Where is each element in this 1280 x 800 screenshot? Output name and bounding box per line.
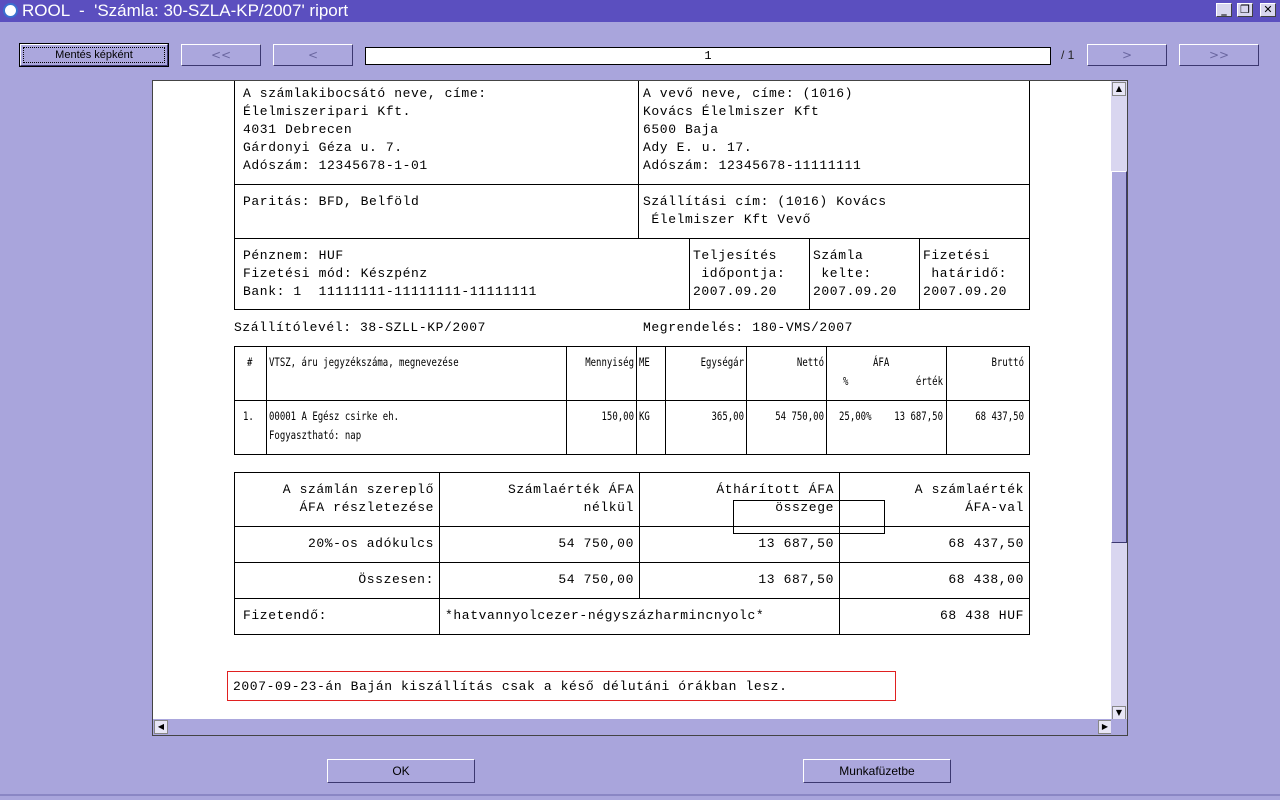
summary-rate-vat: 13 687,50 bbox=[758, 536, 834, 551]
summary-rate-gross: 68 437,50 bbox=[948, 536, 1024, 551]
item-vat-pct: 25,00% bbox=[839, 411, 872, 424]
seller-name: Élelmiszeripari Kft. bbox=[243, 104, 412, 119]
scrollbar-corner bbox=[1111, 719, 1127, 735]
page-number-input[interactable]: 1 bbox=[365, 47, 1051, 65]
item-gross: 68 437,50 bbox=[975, 411, 1024, 424]
completion-label-1: Teljesítés bbox=[693, 248, 778, 263]
seller-label: A számlakibocsátó neve, címe: bbox=[243, 86, 487, 101]
col-no-header: # bbox=[247, 357, 253, 370]
col-vat-pct-header: % bbox=[843, 376, 849, 389]
vertical-scroll-thumb[interactable] bbox=[1111, 171, 1127, 543]
item-vat-amount: 13 687,50 bbox=[894, 411, 943, 424]
summary-rate-label: 20%-os adókulcs bbox=[307, 536, 434, 551]
buyer-tax-id: Adószám: 12345678-11111111 bbox=[643, 158, 862, 173]
summary-h1-line2: ÁFA részletezése bbox=[299, 500, 434, 515]
payment-method-text: Fizetési mód: Készpénz bbox=[243, 266, 428, 281]
completion-date: 2007.09.20 bbox=[693, 284, 778, 299]
summary-total-net: 54 750,00 bbox=[558, 572, 634, 587]
item-unit: KG bbox=[639, 411, 650, 424]
page-total: / 1 bbox=[1061, 48, 1075, 62]
payable-in-words: *hatvannyolcezer-négyszázharmincnyolc* bbox=[445, 608, 765, 623]
seller-street: Gárdonyi Géza u. 7. bbox=[243, 140, 403, 155]
summary-total-gross: 68 438,00 bbox=[948, 572, 1024, 587]
payable-amount: 68 438 HUF bbox=[939, 608, 1024, 623]
col-unit-header: ME bbox=[639, 357, 650, 370]
last-page-button[interactable]: >> bbox=[1179, 44, 1259, 66]
issue-label-1: Számla bbox=[813, 248, 864, 263]
workbook-button[interactable]: Munkafüzetbe bbox=[803, 759, 951, 783]
minimize-button[interactable]: _ bbox=[1216, 3, 1232, 17]
bottom-divider bbox=[0, 794, 1280, 796]
payable-label: Fizetendő: bbox=[243, 608, 328, 623]
buyer-city: 6500 Baja bbox=[643, 122, 719, 137]
completion-label-2: időpontja: bbox=[693, 266, 786, 281]
bank-account-text: Bank: 1 11111111-11111111-11111111 bbox=[243, 284, 538, 299]
parity-text: Paritás: BFD, Belföld bbox=[243, 194, 420, 209]
summary-total-vat: 13 687,50 bbox=[758, 572, 834, 587]
issue-label-2: kelte: bbox=[813, 266, 872, 281]
item-qty: 150,00 bbox=[601, 411, 634, 424]
seller-tax-id: Adószám: 12345678-1-01 bbox=[243, 158, 428, 173]
prev-page-button[interactable]: < bbox=[273, 44, 353, 66]
summary-h2-line1: Számlaérték ÁFA bbox=[507, 482, 634, 497]
save-as-image-label: Mentés képként bbox=[23, 47, 165, 63]
window-title: ROOL - 'Számla: 30-SZLA-KP/2007' riport bbox=[22, 1, 349, 20]
currency-text: Pénznem: HUF bbox=[243, 248, 344, 263]
scroll-down-icon[interactable]: ▼ bbox=[1112, 706, 1126, 720]
scroll-right-icon[interactable]: ▶ bbox=[1098, 720, 1112, 734]
summary-h3-line1: Áthárított ÁFA bbox=[716, 482, 834, 497]
title-bar bbox=[0, 0, 1280, 22]
shipping-address-line1: Szállítási cím: (1016) Kovács bbox=[643, 194, 887, 209]
save-as-image-button[interactable] bbox=[20, 44, 168, 66]
col-price-header: Egységár bbox=[700, 357, 744, 370]
summary-rate-net: 54 750,00 bbox=[558, 536, 634, 551]
delivery-note-text: Szállítólevél: 38-SZLL-KP/2007 bbox=[234, 320, 487, 335]
vertical-scrollbar[interactable] bbox=[1111, 81, 1127, 721]
scroll-left-icon[interactable]: ◀ bbox=[154, 720, 168, 734]
col-vat-header: ÁFA bbox=[873, 357, 890, 370]
order-text: Megrendelés: 180-VMS/2007 bbox=[643, 320, 854, 335]
scroll-up-icon[interactable]: ▲ bbox=[1112, 82, 1126, 96]
col-gross-header: Bruttó bbox=[991, 357, 1024, 370]
close-button[interactable]: ✕ bbox=[1260, 3, 1276, 17]
app-icon bbox=[3, 3, 18, 18]
summary-h4-line1: A számlaérték bbox=[914, 482, 1024, 497]
issue-date: 2007.09.20 bbox=[813, 284, 898, 299]
summary-h2-line2: nélkül bbox=[583, 500, 634, 515]
col-net-header: Nettó bbox=[796, 357, 824, 370]
summary-h1-line1: A számlán szereplő bbox=[282, 482, 434, 497]
buyer-name: Kovács Élelmiszer Kft bbox=[643, 104, 820, 119]
delivery-note-message: 2007-09-23-án Baján kiszállítás csak a késő délutáni órákban lesz. bbox=[233, 679, 788, 694]
invoice-document bbox=[153, 81, 1113, 721]
item-net: 54 750,00 bbox=[775, 411, 824, 424]
col-name-header: VTSZ, áru jegyzékszáma, megnevezése bbox=[269, 357, 459, 370]
item-price: 365,00 bbox=[711, 411, 744, 424]
due-label-1: Fizetési bbox=[923, 248, 991, 263]
due-date: 2007.09.20 bbox=[923, 284, 1008, 299]
report-viewer bbox=[152, 80, 1128, 736]
restore-button[interactable]: ❐ bbox=[1237, 3, 1253, 17]
horizontal-scrollbar[interactable] bbox=[153, 719, 1113, 735]
col-qty-header: Mennyiség bbox=[585, 357, 634, 370]
ok-button[interactable]: OK bbox=[327, 759, 475, 783]
buyer-label: A vevő neve, címe: (1016) bbox=[643, 86, 854, 101]
due-label-2: határidő: bbox=[923, 266, 1008, 281]
summary-h3-line2: összege bbox=[775, 500, 834, 515]
buyer-street: Ady E. u. 17. bbox=[643, 140, 753, 155]
summary-h4-line2: ÁFA-val bbox=[965, 500, 1024, 515]
seller-city: 4031 Debrecen bbox=[243, 122, 353, 137]
item-consumable: Fogyasztható: nap bbox=[269, 430, 362, 443]
col-vat-amount-header: érték bbox=[915, 376, 943, 389]
shipping-address-line2: Élelmiszer Kft Vevő bbox=[643, 212, 812, 227]
first-page-button[interactable]: << bbox=[181, 44, 261, 66]
item-no: 1. bbox=[243, 411, 254, 424]
summary-total-label: Összesen: bbox=[358, 572, 434, 587]
next-page-button[interactable]: > bbox=[1087, 44, 1167, 66]
item-name: 00001 A Egész csirke eh. bbox=[269, 411, 400, 424]
